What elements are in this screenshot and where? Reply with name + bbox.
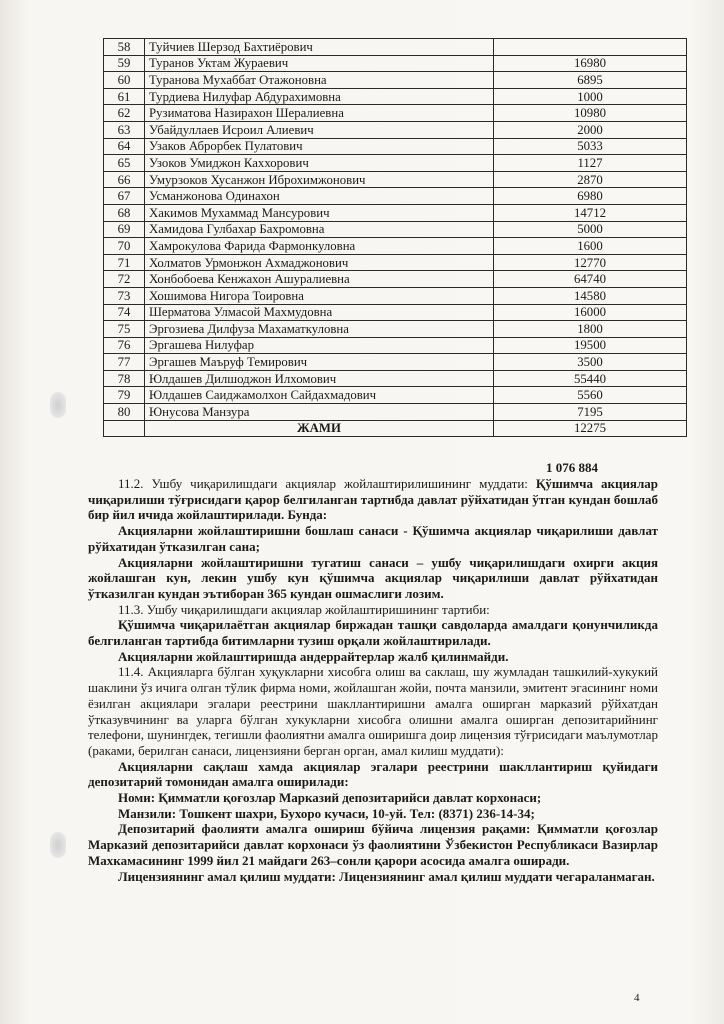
- row-number: 76: [104, 337, 145, 354]
- table-row: [104, 39, 687, 56]
- share-count: 5000: [494, 221, 687, 238]
- table-row: [104, 204, 687, 221]
- table-row: [104, 404, 687, 421]
- paragraph-depository: Акцияларни сақлаш хамда акциялар эгалари реестрини шакллантириш қуйидаги депозитарий томонидан амалга оширилади:: [88, 758, 658, 790]
- table-row: [104, 370, 687, 387]
- share-count: 5033: [494, 138, 687, 155]
- row-number: 75: [104, 321, 145, 338]
- punch-hole: [50, 392, 66, 418]
- holder-name: Убайдуллаев Исроил Алиевич: [145, 121, 494, 138]
- share-count: 1127: [494, 155, 687, 172]
- holder-name: Юнусова Манзура: [145, 404, 494, 421]
- share-count: 16000: [494, 304, 687, 321]
- share-count: 64740: [494, 271, 687, 288]
- table-row: [104, 271, 687, 288]
- share-count: 6980: [494, 188, 687, 205]
- share-count: 7195: [494, 404, 687, 421]
- share-count: 2000: [494, 121, 687, 138]
- table-row: [104, 121, 687, 138]
- row-number: 72: [104, 271, 145, 288]
- table-row: [104, 105, 687, 122]
- row-number: 74: [104, 304, 145, 321]
- row-number: 60: [104, 72, 145, 89]
- paragraph-start-date: Акцияларни жойлаштиришни бошлаш санаси - Қўшимча акциялар чиқарилиши давлат рўйхатидан ўтказилган сана;: [88, 523, 658, 554]
- holder-name: Хамидова Гулбахар Бахромовна: [145, 221, 494, 238]
- share-count: 55440: [494, 370, 687, 387]
- share-count: 12770: [494, 254, 687, 271]
- paragraph-11-4: 11.4. Акцияларга бўлган хуқукларни хисобга олиш ва саклаш, шу жумладан ташкилий-хукукий шаклини ўз ичига олган тўлик фирма номи, жойлашган жойи, почта манзили, эмитент эгасининг номи ёзилган акциялари эгалари реестрини шакллантиришни амалга оширган марказий рўйхатдан ўтказувчининг ва уларга бўлган хукукларни хисобга олишни амалга оширган депозитарийнинг телефони, шунингдек, тегишли фаолиятни амалга оширишга доир лицензия тўғрисидаги маълумотлар (раками, берилган санаси, лицензияни берган орган, амал килиш муддати):: [88, 664, 658, 758]
- holder-name: Эргашев Маъруф Темирович: [145, 354, 494, 371]
- row-number: 59: [104, 55, 145, 72]
- share-count: 14712: [494, 204, 687, 221]
- row-number: 68: [104, 204, 145, 221]
- grand-total: 1 076 884: [546, 460, 598, 475]
- holder-name: Хошимова Нигора Тоировна: [145, 287, 494, 304]
- table-row: [104, 72, 687, 89]
- table-row: [104, 287, 687, 304]
- table-row: [104, 55, 687, 72]
- holder-name: Шерматова Улмасой Махмудовна: [145, 304, 494, 321]
- total-value: 12275: [494, 420, 687, 437]
- holder-name: Умурзоков Хусанжон Иброхимжонович: [145, 171, 494, 188]
- document-body: [88, 476, 658, 884]
- row-number: 64: [104, 138, 145, 155]
- share-count: 1800: [494, 321, 687, 338]
- holder-name: Хакимов Мухаммад Мансурович: [145, 204, 494, 221]
- table-row: [104, 155, 687, 172]
- table-row: [104, 387, 687, 404]
- share-count: 16980: [494, 55, 687, 72]
- holder-name: Турдиева Нилуфар Абдурахимовна: [145, 88, 494, 105]
- share-count: 5560: [494, 387, 687, 404]
- table-row: [104, 138, 687, 155]
- paragraph-11-3: 11.3. Ушбу чиқарилишдаги акциялар жойлаштиришининг тартиби:: [118, 601, 490, 617]
- table-row: [104, 254, 687, 271]
- table-row: [104, 238, 687, 255]
- row-number: 69: [104, 221, 145, 238]
- share-count: 1000: [494, 88, 687, 105]
- holder-name: Хонбобоева Кенжахон Ашуралиевна: [145, 271, 494, 288]
- row-number: 65: [104, 155, 145, 172]
- row-number: 66: [104, 171, 145, 188]
- total-label: ЖАМИ: [145, 420, 494, 437]
- paragraph-end-date: Акцияларни жойлаштиришни тугатиш санаси – ушбу чиқарилишдаги охирги акция жойлашган кун, лекин ушбу кун қўшимча акциялар чиқарилиши давлат рўйхатидан ўтказилган кундан эътиборан 365 кундан ошмаслиги лозим.: [88, 554, 658, 601]
- share-count: 6895: [494, 72, 687, 89]
- holder-name: Узоков Умиджон Каххорович: [145, 155, 494, 172]
- paragraph-address: Манзили: Тошкент шахри, Бухоро кучаси, 10-уй. Тел: (8371) 236-14-34;: [118, 805, 535, 821]
- paragraph-11-2: 11.2. Ушбу чиқарилишдаги акциялар жойлаштирилишининг муддати: Қўшимча акциялар чиқарилиши тўғрисидаги қарор белгиланган тартибда давлат рўйхатидан ўтган кундан бошлаб бир йил ичида жойлаштирилади. Бунда:: [88, 476, 658, 523]
- holder-name: Туранов Уктам Жураевич: [145, 55, 494, 72]
- holder-name: Эргашева Нилуфар: [145, 337, 494, 354]
- paragraph-placement-order: Қўшимча чиқарилаётган акциялар биржадан ташқи савдоларда амалдаги қонунчиликда белгиланган тартибда битимларни тузиш орқали жойлаштирилади.: [88, 617, 658, 649]
- holder-name: Узаков Аброрбек Пулатович: [145, 138, 494, 155]
- row-number: 80: [104, 404, 145, 421]
- row-number: 67: [104, 188, 145, 205]
- holder-name: Холматов Урмонжон Ахмаджонович: [145, 254, 494, 271]
- holder-name: Хамрокулова Фарида Фармонкуловна: [145, 238, 494, 255]
- share-count: 10980: [494, 105, 687, 122]
- share-count: 3500: [494, 354, 687, 371]
- share-count: 19500: [494, 337, 687, 354]
- row-number: 70: [104, 238, 145, 255]
- holder-name: Туйчиев Шерзод Бахтиёрович: [145, 39, 494, 56]
- table-row: [104, 171, 687, 188]
- holder-name: Юлдашев Дилшоджон Илхомович: [145, 370, 494, 387]
- row-number: 78: [104, 370, 145, 387]
- row-number: 63: [104, 121, 145, 138]
- row-number: 71: [104, 254, 145, 271]
- row-number: 61: [104, 88, 145, 105]
- table-row: [104, 188, 687, 205]
- paragraph-license: Депозитарий фаолияти амалга ошириш бўйича лицензия рақами: Қимматли қоғозлар Марказий депозитарийси давлат корхонаси ўз фаолиятини Ўзбекистон Республикаси Вазирлар Махкамасининг 1999 йил 21 майдаги 263–сонли қарори асосида амалга оширади.: [88, 821, 658, 868]
- total-row: [104, 420, 687, 437]
- paragraph-name: Номи: Қимматли қоғозлар Марказий депозитарийси давлат корхонаси;: [118, 790, 542, 806]
- row-number: 79: [104, 387, 145, 404]
- table-row: [104, 321, 687, 338]
- share-count: [494, 39, 687, 56]
- paragraph-underwriters: Акцияларни жойлаштиришда андеррайтерлар жалб қилинмайди.: [118, 648, 509, 664]
- holder-name: Юлдашев Саиджамолхон Сайдахмадович: [145, 387, 494, 404]
- holder-name: Усманжонова Одинахон: [145, 188, 494, 205]
- row-number: 58: [104, 39, 145, 56]
- holder-name: Рузиматова Назирахон Шералиевна: [145, 105, 494, 122]
- share-count: 2870: [494, 171, 687, 188]
- table-row: [104, 337, 687, 354]
- share-count: 14580: [494, 287, 687, 304]
- holder-name: Эргозиева Дилфуза Махаматкуловна: [145, 321, 494, 338]
- punch-hole: [50, 832, 66, 858]
- table-row: [104, 221, 687, 238]
- row-number: 77: [104, 354, 145, 371]
- table-row: [104, 304, 687, 321]
- row-number: 73: [104, 287, 145, 304]
- table-row: [104, 354, 687, 371]
- share-count: 1600: [494, 238, 687, 255]
- row-number: 62: [104, 105, 145, 122]
- paragraph-license-term: Лицензиянинг амал қилиш муддати: Лицензиянинг амал қилиш муддати чегараланмаган.: [118, 868, 655, 884]
- page-number: 4: [634, 992, 640, 1004]
- shareholders-table: [103, 38, 687, 437]
- table-row: [104, 88, 687, 105]
- holder-name: Туранова Мухаббат Отажоновна: [145, 72, 494, 89]
